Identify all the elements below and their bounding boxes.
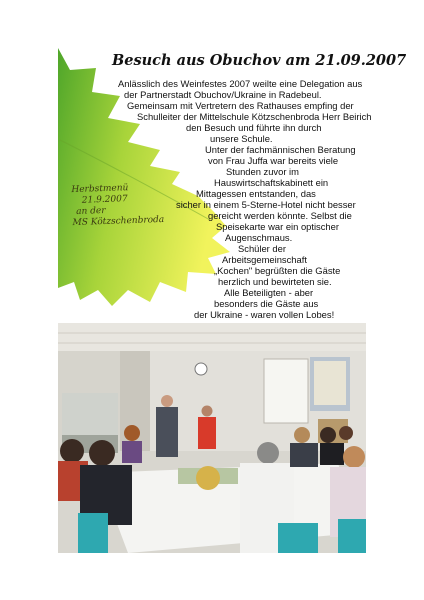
note-line: MS Kötzschenbroda [72, 214, 165, 229]
text-line: Gemeinsam mit Vertretern des Rathauses empfing der [127, 100, 354, 111]
text-line: den Besuch und führte ihn durch [186, 122, 322, 133]
text-line: Schulleiter der Mittelschule Kötzschenbroda Herr Beirich [137, 111, 372, 122]
note-line: an der [76, 205, 106, 217]
text-line: herzlich und bewirteten sie. [218, 276, 332, 287]
note-line: 21.9.2007 [81, 194, 128, 206]
text-line: Augenschmaus. [225, 232, 293, 243]
text-line: Schüler der [238, 243, 286, 254]
text-line: gereicht werden könnte. Selbst die [208, 210, 352, 221]
text-line: unsere Schule. [210, 133, 273, 144]
text-line: Speisekarte war ein optischer [216, 221, 339, 232]
text-line: Stunden zuvor im [226, 166, 299, 177]
text-line: „Kochen" begrüßten die Gäste [214, 265, 341, 276]
page-title: Besuch aus Obuchov am 21.09.2007 [112, 52, 407, 69]
handwritten-note [71, 181, 192, 229]
text-line: Anlässlich des Weinfestes 2007 weilte eine Delegation aus [118, 78, 363, 89]
text-line: Hauswirtschaftskabinett ein [214, 177, 329, 188]
text-line: Unter der fachmännischen Beratung [205, 144, 356, 155]
note-line: Herbstmenü [71, 183, 129, 196]
text-line: der Partnerstadt Obuchov/Ukraine in Radebeul. [124, 89, 322, 100]
text-line: Alle Beteiligten - aber [224, 287, 314, 298]
text-line: Mittagessen entstanden, das [196, 188, 316, 199]
text-line: von Frau Juffa war bereits viele [208, 155, 339, 166]
text-line: der Ukraine - waren vollen Lobes! [194, 309, 335, 320]
text-line: Arbeitsgemeinschaft [222, 254, 307, 265]
text-line: besonders die Gäste aus [214, 298, 319, 309]
event-photo [58, 323, 366, 553]
text-line: sicher in einem 5-Sterne-Hotel nicht besser [176, 199, 356, 210]
